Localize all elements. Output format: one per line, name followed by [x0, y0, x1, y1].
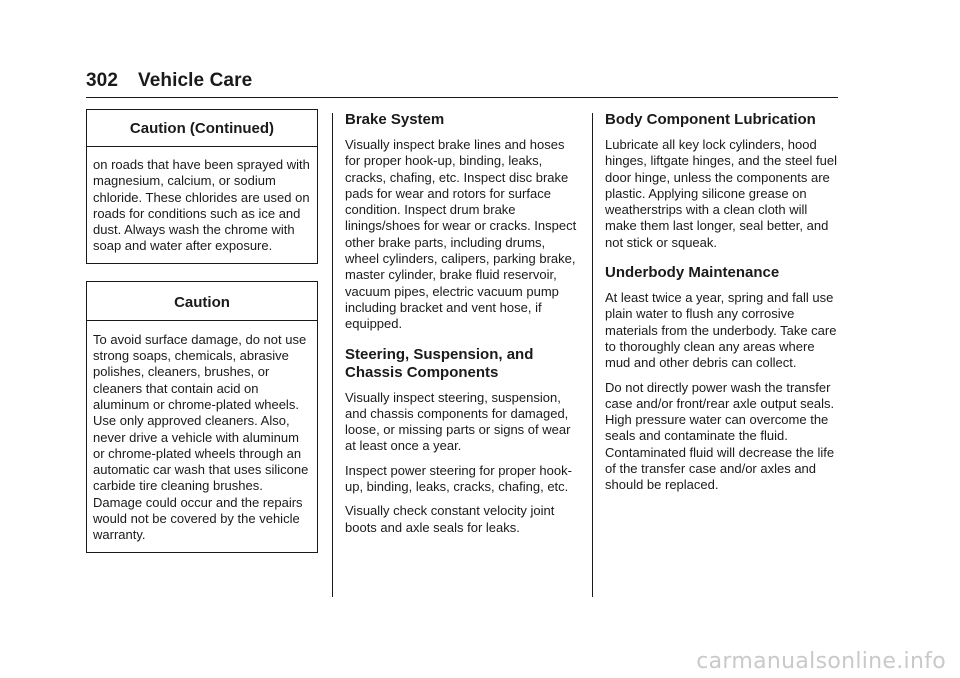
underbody-paragraph-2: Do not directly power wash the transfer case and/or front/rear axle output seals. High pressure water can overcome the seals and contaminate the fluid. Contaminated fluid will decrease the life of the transfer case and/or axles and should be replaced. [605, 379, 835, 493]
section-title: Vehicle Care [138, 70, 253, 91]
caution-box [86, 281, 318, 553]
column-divider-right [592, 113, 593, 597]
body-lubrication-text: Lubricate all key lock cylinders, hood hinges, liftgate hinges, and the steel fuel door hinge, unless the components are plastic. Applying silicone grease on weatherstrips with a clean cloth will make them last longer, seal better, and not stick or squeak. [605, 137, 837, 250]
steering-paragraph-3: Visually check constant velocity joint boots and axle seals for leaks. [345, 503, 555, 535]
watermark: carmanualsonline.info [696, 649, 946, 674]
column-divider-left [332, 113, 333, 597]
body-lubrication-heading: Body Component Lubrication [605, 111, 816, 128]
caution-continued-title: Caution (Continued) [87, 110, 317, 147]
steering-paragraph-2: Inspect power steering for proper hook-up, binding, leaks, cracks, chafing, etc. [345, 462, 572, 495]
caution-continued-text: on roads that have been sprayed with magnesium, calcium, or sodium chloride. These chlorides are used on roads for conditions such as ice and dust. Always wash the chrome with soap and water after exposure. [93, 157, 310, 254]
underbody-heading: Underbody Maintenance [605, 264, 780, 282]
right-column [605, 109, 841, 502]
brake-system-heading: Brake System [345, 111, 445, 128]
caution-continued-box [86, 109, 318, 264]
caution-text: To avoid surface damage, do not use strong soaps, chemicals, abrasive polishes, cleaners, brushes, or cleaners that contain acid on aluminum or chrome-plated wheels. Use only approved cleaners. Also, never drive a vehicle with aluminum or chrome-plated wheels through an automatic car wash that uses silicone carbide tire cleaning brushes. Damage could occur and the repairs would not be covered by the vehicle warranty. [93, 331, 309, 543]
left-column [86, 109, 318, 570]
steering-paragraph-1: Visually inspect steering, suspension, and chassis components for damaged, loose, or missing parts or signs of wear at least once a year. [345, 389, 571, 454]
underbody-paragraph-1: At least twice a year, spring and fall use plain water to flush any corrosive materials from the underbody. Take care to thoroughly clean any areas where mud and other debris can collect. [605, 290, 837, 371]
steering-heading: Steering, Suspension, and Chassis Components [345, 345, 534, 381]
header-rule [86, 97, 838, 98]
brake-system-text: Visually inspect brake lines and hoses for proper hook-up, binding, leaks, cracks, chafing, etc. Inspect disc brake pads for wear and rotors for surface condition. Inspect drum brake linings/shoes for wear or cracks. Inspect other brake parts, including drums, wheel cylinders, calipers, parking brake, master cylinder, brake fluid reservoir, vacuum pipes, electric vacuum pump including bracket and vent hose, if equipped. [345, 137, 577, 332]
page-header [86, 70, 252, 92]
middle-column [345, 109, 581, 544]
caution-title: Caution [87, 282, 317, 321]
page-number: 302 [86, 70, 119, 91]
